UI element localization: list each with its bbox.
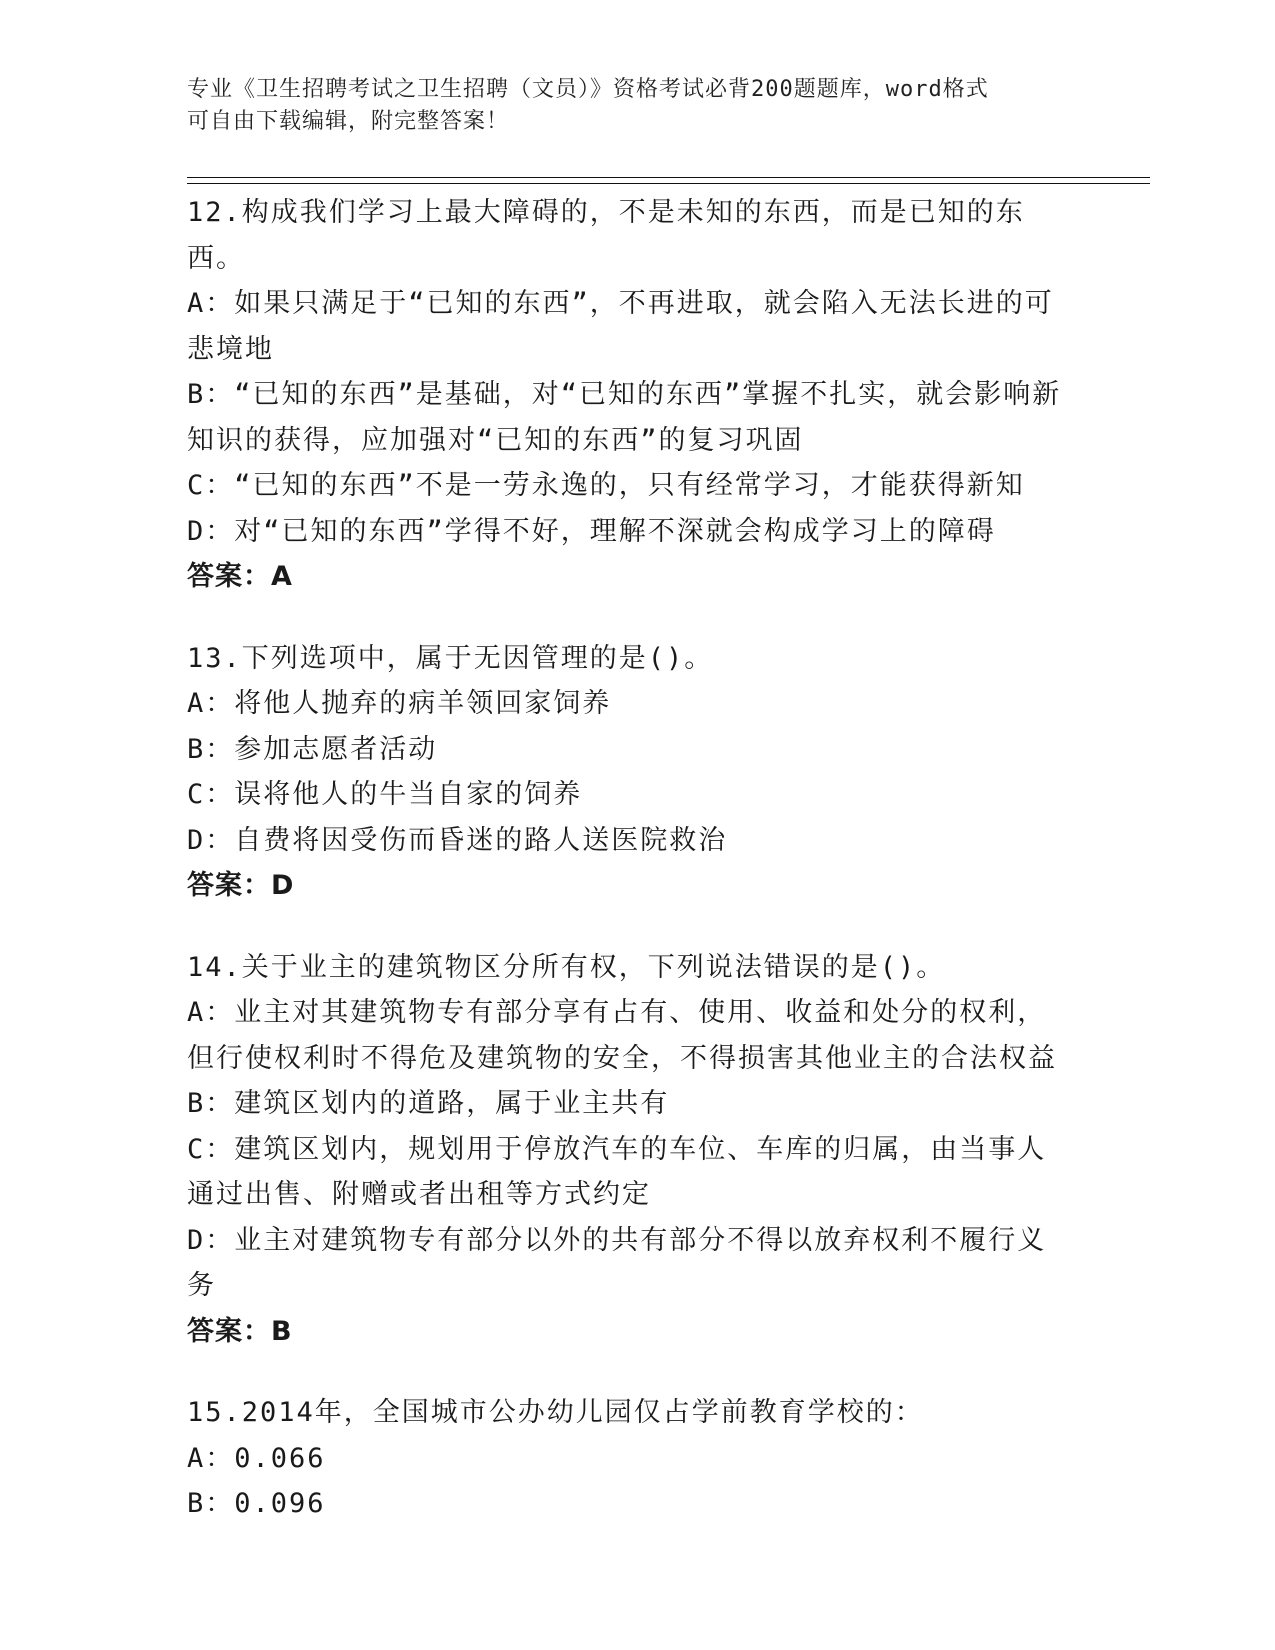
option-a: A：0.066 xyxy=(187,1442,326,1474)
answer-label: 答案：B xyxy=(187,1315,293,1347)
header-line-2: 可自由下载编辑，附完整答案！ xyxy=(187,109,510,134)
document-header xyxy=(187,74,1067,138)
option-a: A：业主对其建筑物专有部分享有占有、使用、收益和处分的权利，但行使权利时不得危及建筑物的安全，不得损害其他业主的合法权益 xyxy=(187,997,1057,1074)
question-stem: 14.关于业主的建筑物区分所有权，下列说法错误的是()。 xyxy=(187,951,946,983)
option-c: C：误将他人的牛当自家的饲养 xyxy=(187,779,583,810)
option-a: A：如果只满足于“已知的东西”，不再进取，就会陷入无法长进的可悲境地 xyxy=(187,288,1054,365)
question-15 xyxy=(187,1390,1067,1527)
option-d: D：业主对建筑物专有部分以外的共有部分不得以放弃权利不履行义务 xyxy=(187,1224,1047,1301)
answer-label: 答案：A xyxy=(187,561,293,592)
header-line-1: 专业《卫生招聘考试之卫生招聘（文员）》资格考试必背200题题库，word格式 xyxy=(187,77,989,102)
question-13 xyxy=(187,636,1067,909)
option-b: B：“已知的东西”是基础，对“已知的东西”掌握不扎实，就会影响新知识的获得，应加强对“已知的东西”的复习巩固 xyxy=(187,379,1062,456)
header-divider-top xyxy=(187,177,1150,178)
option-b: B：0.096 xyxy=(187,1488,326,1519)
option-d: D：对“已知的东西”学得不好，理解不深就会构成学习上的障碍 xyxy=(187,515,996,547)
header-divider-bottom xyxy=(187,183,1150,184)
option-c: C：“已知的东西”不是一劳永逸的，只有经常学习，才能获得新知 xyxy=(187,470,1025,501)
answer-label: 答案：D xyxy=(187,870,295,901)
option-b: B：参加志愿者活动 xyxy=(187,733,438,765)
question-list xyxy=(187,190,1067,1563)
question-stem: 12.构成我们学习上最大障碍的，不是未知的东西，而是已知的东西。 xyxy=(187,197,1025,274)
option-d: D：自费将因受伤而昏迷的路人送医院救治 xyxy=(187,824,728,856)
question-12 xyxy=(187,190,1067,600)
question-stem: 15.2014年，全国城市公办幼儿园仅占学前教育学校的： xyxy=(187,1397,924,1428)
option-c: C：建筑区划内，规划用于停放汽车的车位、车库的归属，由当事人通过出售、附赠或者出租等方式约定 xyxy=(187,1133,1047,1210)
question-14 xyxy=(187,945,1067,1355)
option-a: A：将他人抛弃的病羊领回家饲养 xyxy=(187,688,612,719)
option-b: B：建筑区划内的道路，属于业主共有 xyxy=(187,1088,670,1119)
question-stem: 13.下列选项中，属于无因管理的是()。 xyxy=(187,642,714,674)
